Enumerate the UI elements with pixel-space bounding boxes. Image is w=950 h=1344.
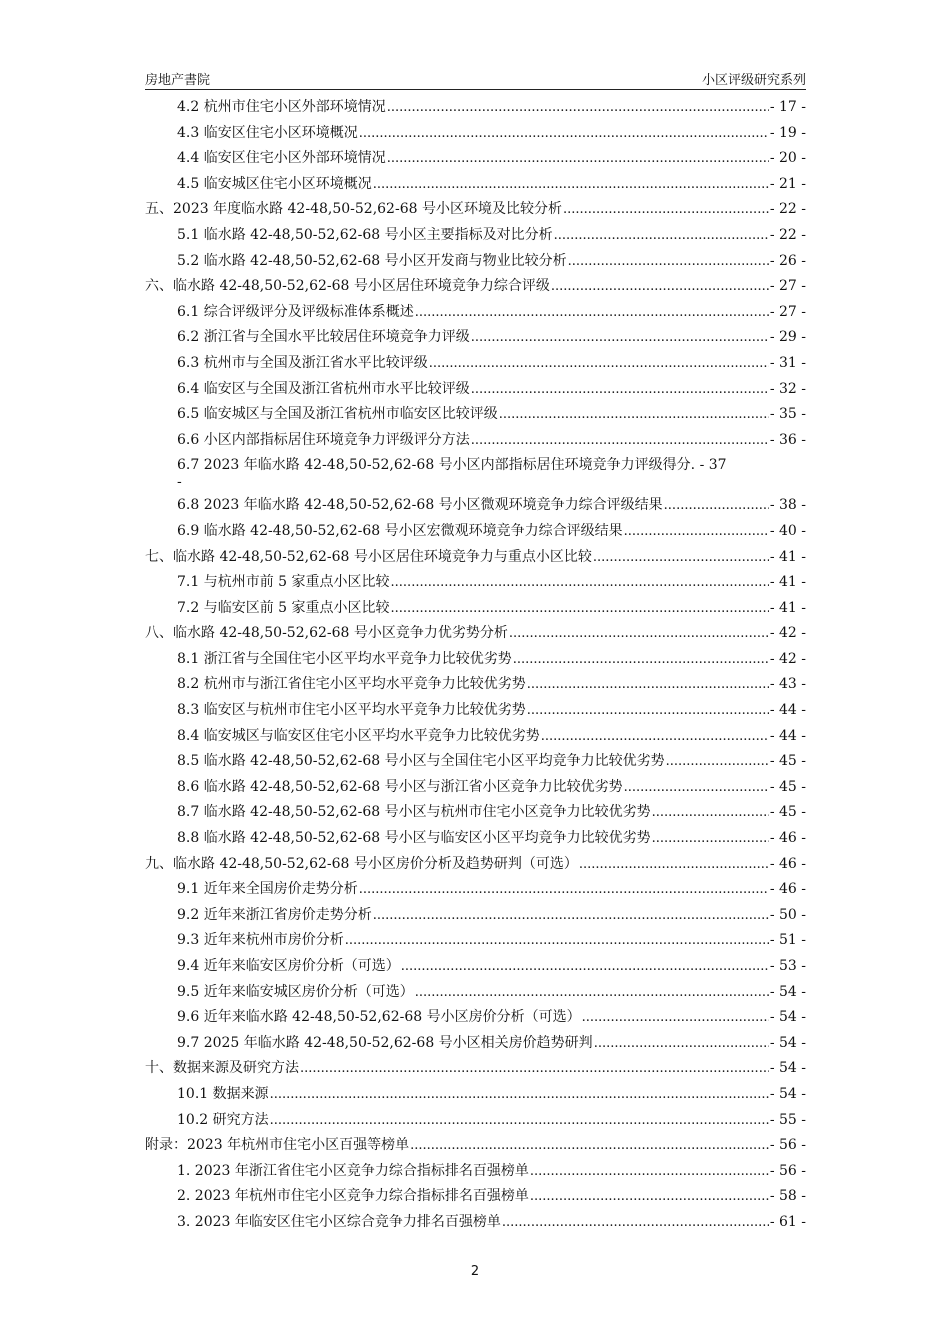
toc-entry-page: - 40 -: [769, 522, 806, 539]
toc-entry-page: - 19 -: [769, 124, 806, 141]
toc-entry[interactable]: [145, 957, 806, 976]
toc-entry-title: 9.5 近年来临安城区房价分析（可选）: [177, 983, 414, 1000]
toc-entry-title: 八、临水路 42-48,50-52,62-68 号小区竞争力优劣势分析: [145, 625, 508, 642]
toc-entry-page: - 27 -: [769, 278, 806, 295]
toc-entry-title: 附录：2023 年杭州市住宅小区百强等榜单: [145, 1137, 410, 1154]
toc-entry-title: 4.4 临安区住宅小区外部环境情况: [177, 150, 386, 167]
toc-leader-dots: [415, 304, 769, 322]
toc-leader-dots: [359, 125, 769, 143]
toc-entry[interactable]: [145, 880, 806, 899]
toc-entry-page: - 41 -: [769, 548, 806, 565]
toc-entry[interactable]: [145, 778, 806, 797]
toc-entry-page: - 54 -: [769, 1009, 806, 1026]
toc-entry-page: - 20 -: [769, 150, 806, 167]
toc-entry[interactable]: [145, 675, 806, 694]
toc-entry-page: - 55 -: [769, 1111, 806, 1128]
toc-leader-dots: [652, 830, 769, 848]
toc-leader-dots: [527, 676, 769, 694]
toc-entry[interactable]: [145, 983, 806, 1002]
toc-entry[interactable]: [145, 226, 806, 245]
toc-leader-dots: [579, 856, 769, 874]
toc-entry-page: - 44 -: [769, 727, 806, 744]
toc-leader-dots: [471, 329, 769, 347]
toc-entry-title: 8.2 杭州市与浙江省住宅小区平均水平竞争力比较优劣势: [177, 676, 526, 693]
toc-entry-title: 9.3 近年来杭州市房价分析: [177, 932, 344, 949]
page-number: 2: [470, 1264, 480, 1279]
toc-entry-page: - 46 -: [769, 830, 806, 847]
toc-entry-page: - 46 -: [769, 881, 806, 898]
toc-leader-dots: [387, 150, 769, 168]
toc-entry[interactable]: [145, 149, 806, 168]
toc-entry-title: 六、临水路 42-48,50-52,62-68 号小区居住环境竞争力综合评级: [145, 278, 550, 295]
toc-entry[interactable]: [145, 252, 806, 271]
toc-entry[interactable]: [145, 1111, 806, 1130]
toc-entry[interactable]: [145, 124, 806, 143]
toc-leader-dots: [391, 574, 769, 592]
toc-entry-title: 1. 2023 年浙江省住宅小区竞争力综合指标排名百强榜单: [177, 1162, 529, 1179]
toc-entry-title: 6.5 临安城区与全国及浙江省杭州市临安区比较评级: [177, 406, 498, 423]
toc-entry[interactable]: [145, 624, 806, 643]
toc-leader-dots: [513, 651, 769, 669]
toc-entry-page: - 43 -: [769, 676, 806, 693]
toc-entry[interactable]: [145, 599, 806, 618]
toc-entry[interactable]: [145, 1187, 806, 1206]
toc-entry[interactable]: [145, 906, 806, 925]
toc-entry[interactable]: [145, 829, 806, 848]
toc-entry[interactable]: [145, 522, 806, 541]
toc-entry-page: - 42 -: [769, 625, 806, 642]
toc-entry-page: - 45 -: [769, 804, 806, 821]
toc-entry[interactable]: [145, 98, 806, 117]
toc-entry[interactable]: [145, 752, 806, 771]
toc-entry[interactable]: [145, 931, 806, 950]
toc-leader-dots: [270, 1086, 769, 1104]
toc-entry[interactable]: [145, 855, 806, 874]
toc-entry-title: 九、临水路 42-48,50-52,62-68 号小区房价分析及趋势研判（可选）: [145, 855, 578, 872]
toc-entry-page: - 53 -: [769, 958, 806, 974]
toc-entry-page: - 42 -: [769, 650, 806, 667]
toc-entry[interactable]: [145, 175, 806, 194]
toc-entry-title: 9.4 近年来临安区房价分析（可选）: [177, 958, 400, 974]
toc-entry-page: - 56 -: [769, 1162, 806, 1179]
toc-leader-dots: [666, 753, 769, 771]
toc-entry-title: 6.1 综合评级评分及评级标准体系概述: [177, 303, 414, 320]
toc-entry-title: 七、临水路 42-48,50-52,62-68 号小区居住环境竞争力与重点小区比较: [145, 548, 592, 565]
toc-entry-title: 8.5 临水路 42-48,50-52,62-68 号小区与全国住宅小区平均竞争力比较优劣势: [177, 753, 665, 770]
toc-leader-dots: [300, 1060, 769, 1078]
toc-leader-dots: [582, 1009, 769, 1027]
toc-entry[interactable]: [145, 1213, 806, 1232]
toc-entry[interactable]: [145, 650, 806, 669]
toc-leader-dots: [359, 881, 769, 899]
toc-entry-title: 3. 2023 年临安区住宅小区综合竞争力排名百强榜单: [177, 1213, 501, 1230]
toc-leader-dots: [502, 1214, 769, 1232]
toc-leader-dots: [554, 227, 769, 245]
toc-entry-title: 五、2023 年度临水路 42-48,50-52,62-68 号小区环境及比较分析: [145, 201, 562, 218]
toc-entry-page: - 45 -: [769, 778, 806, 795]
header-series: 小区评级研究系列: [701, 73, 806, 88]
toc-entry-wrap: -: [177, 474, 182, 491]
toc-leader-dots: [410, 1137, 769, 1155]
toc-leader-dots: [387, 99, 769, 117]
toc-entry[interactable]: [145, 573, 806, 592]
toc-leader-dots: [401, 958, 769, 976]
toc-entry-page: - 44 -: [769, 702, 806, 719]
toc-entry-title: 8.8 临水路 42-48,50-52,62-68 号小区与临安区小区平均竞争力比较优劣势: [177, 830, 651, 847]
toc-entry-page: - 41 -: [769, 574, 806, 591]
toc-leader-dots: [530, 1163, 769, 1181]
toc-entry-title: 5.2 临水路 42-48,50-52,62-68 号小区开发商与物业比较分析: [177, 252, 567, 269]
toc-entry-page: - 51 -: [769, 932, 806, 949]
toc-entry-title: 4.5 临安城区住宅小区环境概况: [177, 175, 372, 192]
toc-entry[interactable]: [145, 431, 806, 450]
toc-entry[interactable]: [145, 1136, 806, 1155]
toc-entry-title: 8.6 临水路 42-48,50-52,62-68 号小区与浙江省小区竞争力比较优劣势: [177, 778, 623, 795]
toc-leader-dots: [499, 406, 769, 424]
toc-entry-page: - 17 -: [769, 99, 806, 115]
toc-leader-dots: [624, 779, 769, 797]
toc-entry-page: - 27 -: [769, 303, 806, 320]
toc-leader-dots: [530, 1188, 769, 1206]
toc-entry-page: - 56 -: [769, 1137, 806, 1154]
toc-entry[interactable]: [145, 277, 806, 296]
toc-entry[interactable]: [145, 1085, 806, 1104]
toc-entry[interactable]: [145, 405, 806, 424]
toc-entry-title: 十、数据来源及研究方法: [145, 1060, 299, 1077]
toc-entry-title: 9.2 近年来浙江省房价走势分析: [177, 906, 372, 923]
toc-entry-page: - 54 -: [769, 1085, 806, 1102]
toc-entry[interactable]: [145, 380, 806, 399]
toc-entry-title: 6.4 临安区与全国及浙江省杭州市水平比较评级: [177, 380, 470, 397]
toc-entry[interactable]: [145, 456, 806, 475]
toc-entry-page: - 29 -: [769, 329, 806, 346]
toc-leader-dots: [373, 176, 769, 194]
toc-leader-dots: [373, 907, 769, 925]
toc-entry-page: - 61 -: [769, 1213, 806, 1230]
toc-entry-title: 8.3 临安区与杭州市住宅小区平均水平竞争力比较优劣势: [177, 702, 526, 719]
toc-entry-title: 9.1 近年来全国房价走势分析: [177, 881, 358, 898]
toc-entry[interactable]: [145, 548, 806, 567]
toc-entry-title: 6.2 浙江省与全国水平比较居住环境竞争力评级: [177, 329, 470, 346]
toc-entry-page: - 22 -: [769, 226, 806, 243]
toc-leader-dots: [471, 381, 769, 399]
toc-leader-dots: [391, 600, 769, 618]
toc-entry-title: 9.6 近年来临水路 42-48,50-52,62-68 号小区房价分析（可选）: [177, 1009, 581, 1026]
toc-entry[interactable]: [145, 496, 806, 515]
toc-entry[interactable]: [145, 303, 806, 322]
toc-entry-page: - 26 -: [769, 252, 806, 269]
toc-entry[interactable]: [145, 354, 806, 373]
toc-entry[interactable]: [145, 1059, 806, 1078]
toc-entry[interactable]: [145, 1034, 806, 1053]
page-header: [145, 67, 806, 90]
toc-entry[interactable]: [145, 1162, 806, 1181]
toc-entry-title: 6.8 2023 年临水路 42-48,50-52,62-68 号小区微观环境竞争力综合评级结果: [177, 497, 663, 514]
toc-entry[interactable]: [145, 1008, 806, 1027]
toc-leader-dots: [568, 253, 769, 271]
toc-entry-title: 6.9 临水路 42-48,50-52,62-68 号小区宏微观环境竞争力综合评级结果: [177, 522, 623, 539]
toc-entry-title: 4.2 杭州市住宅小区外部环境情况: [177, 99, 386, 115]
toc-entry-page: - 35 -: [769, 406, 806, 423]
toc-entry-page: - 22 -: [769, 201, 806, 218]
toc-entry-title: 7.2 与临安区前 5 家重点小区比较: [177, 599, 390, 616]
toc-entry-title: 4.3 临安区住宅小区环境概况: [177, 124, 358, 141]
toc-entry-title: 6.6 小区内部指标居住环境竞争力评级评分方法: [177, 431, 470, 448]
toc-entry-page: - 36 -: [769, 431, 806, 448]
toc-entry-title: 9.7 2025 年临水路 42-48,50-52,62-68 号小区相关房价趋势研判: [177, 1034, 593, 1051]
toc-entry-title: 5.1 临水路 42-48,50-52,62-68 号小区主要指标及对比分析: [177, 226, 553, 243]
toc-entry-page: - 54 -: [769, 1034, 806, 1051]
toc-entry-page: - 45 -: [769, 753, 806, 770]
toc-entry-title: 10.2 研究方法: [177, 1111, 269, 1128]
toc-leader-dots: [624, 523, 769, 541]
header-publisher: 房地产書院: [145, 73, 211, 88]
toc-entry-title: 6.7 2023 年临水路 42-48,50-52,62-68 号小区内部指标居住环境竞争力评级得分: [177, 457, 691, 474]
toc-entry-page: - 31 -: [769, 354, 806, 371]
toc-entry-page: - 54 -: [769, 1060, 806, 1077]
toc-leader-dots: [509, 625, 769, 643]
toc-entry-page: - 32 -: [769, 380, 806, 397]
toc-leader-dots: [429, 355, 769, 373]
toc-leader-dots: [652, 804, 769, 822]
toc-entry-title: 2. 2023 年杭州市住宅小区竞争力综合指标排名百强榜单: [177, 1188, 529, 1205]
toc-entry-page: - 54 -: [769, 983, 806, 1000]
toc-leader-dots: [541, 728, 769, 746]
table-of-contents: [145, 98, 806, 1239]
toc-entry[interactable]: [145, 803, 806, 822]
toc-leader-dots: [551, 278, 769, 296]
toc-entry-title: 8.4 临安城区与临安区住宅小区平均水平竞争力比较优劣势: [177, 727, 540, 744]
toc-entry-title: 8.7 临水路 42-48,50-52,62-68 号小区与杭州市住宅小区竞争力比较优劣势: [177, 804, 651, 821]
toc-leader-dots: [415, 984, 769, 1002]
toc-entry[interactable]: [145, 200, 806, 219]
toc-entry-page: - 38 -: [769, 497, 806, 514]
toc-leader-dots: [664, 497, 769, 515]
toc-entry[interactable]: [145, 727, 806, 746]
toc-leader-dots: [593, 549, 769, 567]
toc-entry-title: 6.3 杭州市与全国及浙江省水平比较评级: [177, 354, 428, 371]
toc-entry-page: . - 37: [690, 457, 727, 474]
toc-entry[interactable]: [145, 328, 806, 347]
toc-leader-dots: [594, 1035, 769, 1053]
toc-leader-dots: [471, 432, 769, 450]
toc-leader-dots: [270, 1112, 769, 1130]
toc-entry-page: - 58 -: [769, 1188, 806, 1205]
toc-entry-title: 7.1 与杭州市前 5 家重点小区比较: [177, 574, 390, 591]
toc-leader-dots: [527, 702, 769, 720]
toc-entry-page: - 21 -: [769, 175, 806, 192]
toc-entry-page: - 46 -: [769, 855, 806, 872]
toc-entry-page: - 41 -: [769, 599, 806, 616]
toc-leader-dots: [563, 201, 769, 219]
toc-entry-page: - 50 -: [769, 906, 806, 923]
toc-leader-dots: [345, 932, 769, 950]
toc-entry[interactable]: [145, 701, 806, 720]
toc-entry-title: 10.1 数据来源: [177, 1085, 269, 1102]
toc-entry-title: 8.1 浙江省与全国住宅小区平均水平竞争力比较优劣势: [177, 650, 512, 667]
